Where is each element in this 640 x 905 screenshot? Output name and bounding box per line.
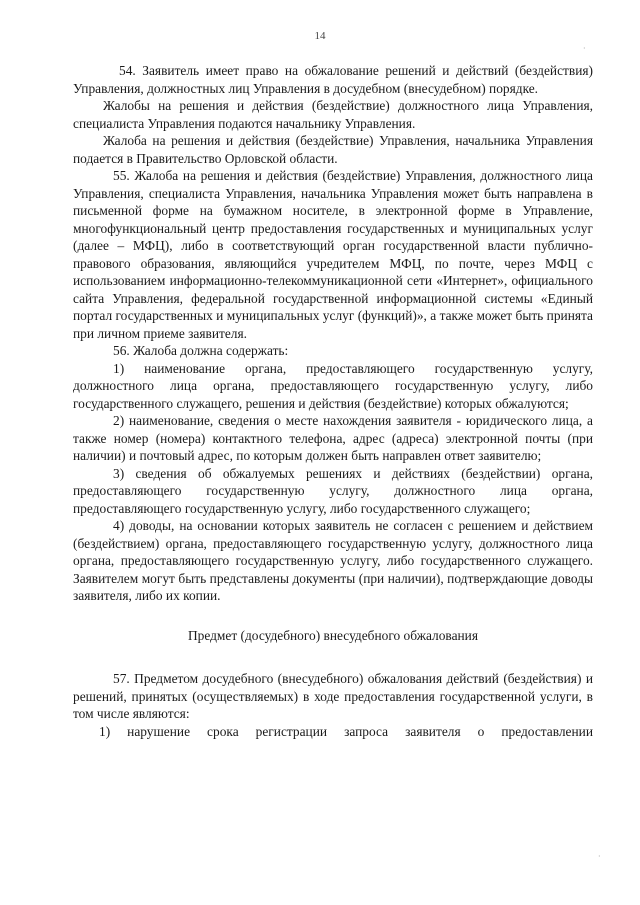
page-number: 14 xyxy=(314,30,326,42)
paragraph: 2) наименование, сведения о месте нахождения заявителя - юридического лица, а также номер (номера) контактного телефона, адрес (адреса) электронной почты (при наличии) и почтовый адрес, по которым должен быть направлен ответ заявителю; xyxy=(73,413,593,463)
paragraph: Жалобы на решения и действия (бездействие) должностного лица Управления, специалиста Управления подаются начальнику Управления. xyxy=(73,98,593,131)
paragraph-group-main xyxy=(73,62,593,605)
paragraph: 3) сведения об обжалуемых решениях и действиях (бездействии) органа, предоставляющего государственную услугу, должностного лица органа, предоставляющего государственную услугу, либо государственного служащего; xyxy=(73,465,593,516)
paragraph: 56. Жалоба должна содержать: xyxy=(113,343,289,358)
scan-speck: · xyxy=(583,44,586,53)
section-heading: Предмет (досудебного) внесудебного обжалования xyxy=(187,627,479,643)
paragraph: 57. Предметом досудебного (внесудебного) обжалования действий (бездействия) и решений, принятых (осуществляемых) в ходе предоставления государственной услуги, в том числе являются: xyxy=(73,671,593,721)
paragraph: 1) нарушение срока регистрации запроса заявителя о предоставлении xyxy=(99,723,593,739)
paragraph: 55. Жалоба на решения и действия (бездействие) Управления, должностного лица Управления, специалиста Управления, начальника Управления может быть направлена в письменной форме на бумажном носителе, в электронной форме в Управление, многофункциональный центр предоставления государственных и муниципальных услуг (далее – МФЦ), либо в соответствующий орган государственной власти публично-правового образования, являющийся учредителем МФЦ, по почте, через МФЦ с использованием информационно-телекоммуникационной сети «Интернет», официального сайта Управления, федеральной государственной информационной системы «Единый портал государственных и муниципальных услуг (функций)», а также может быть принята при личном приеме заявителя. xyxy=(73,168,593,341)
paragraph: 4) доводы, на основании которых заявитель не согласен с решением и действием (бездействием) органа, предоставляющего государственную услугу, должностного лица органа, предоставляющего государственную услугу, либо государственного служащего. Заявителем могут быть представлены документы (при наличии), подтверждающие доводы заявителя, либо их копии. xyxy=(73,518,593,603)
document-body xyxy=(73,62,593,740)
paragraph: 1) наименование органа, предоставляющего государственную услугу, должностного лица органа, предоставляющего государственную услугу, либо государственного служащего, решения и действия (бездействие) которых обжалуются; xyxy=(73,360,593,411)
paragraph: Жалоба на решения и действия (бездействие) Управления, начальника Управления подается в Правительство Орловской области. xyxy=(73,133,593,166)
scan-speck: · xyxy=(598,852,601,861)
paragraph: 54. Заявитель имеет право на обжалование решений и действий (бездействия) Управления, должностных лиц Управления в досудебном (внесудебном) порядке. xyxy=(73,63,593,96)
paragraph-group-after-heading xyxy=(73,670,593,740)
